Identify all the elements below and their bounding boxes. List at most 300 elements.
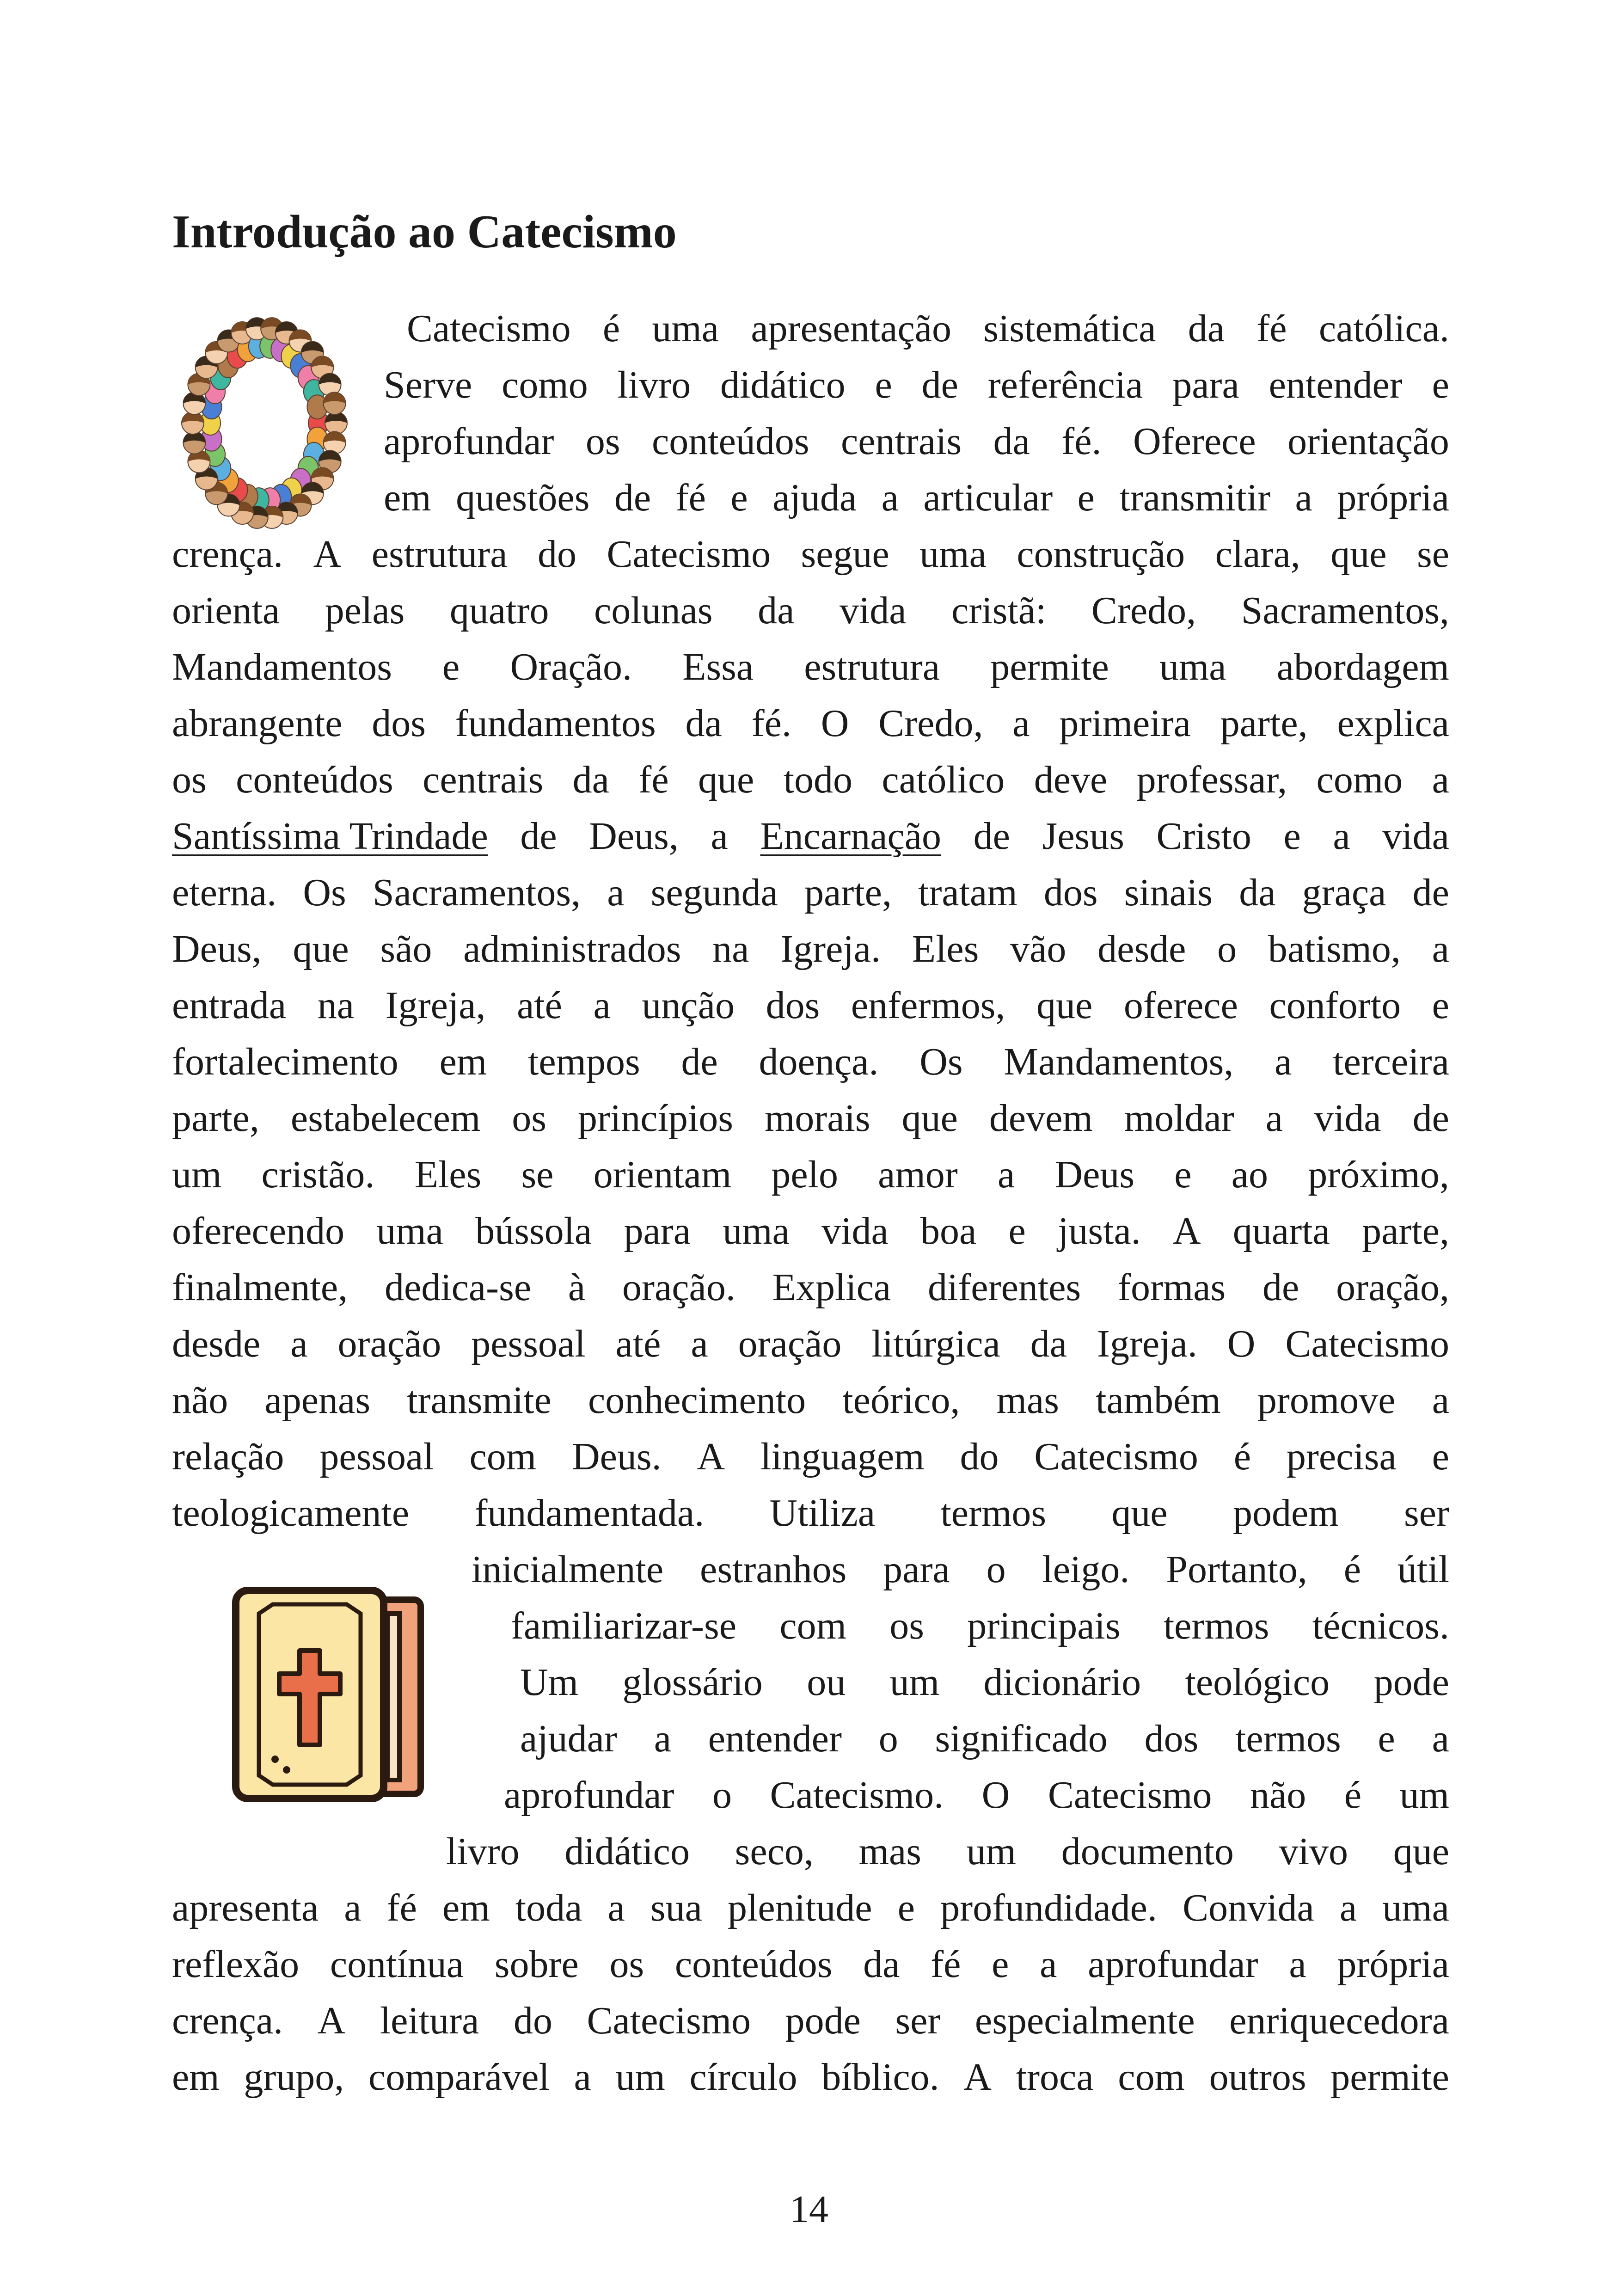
word: a [607, 871, 625, 914]
text-line [172, 2049, 1449, 2106]
text-line [172, 1993, 1449, 2049]
word: Utiliza [769, 1492, 876, 1535]
word: uma [1159, 645, 1226, 688]
word: permite [990, 645, 1109, 688]
page-number: 14 [790, 2188, 828, 2231]
word: é [1233, 1435, 1251, 1478]
word: bússola [475, 1209, 592, 1252]
text-line [172, 1429, 1449, 1485]
word: é [1343, 1548, 1361, 1591]
word: O [1227, 1322, 1256, 1365]
word: livro [446, 1830, 520, 1873]
word: terceira [1333, 1040, 1449, 1083]
word: a [290, 1322, 308, 1365]
word: que [901, 1097, 958, 1140]
word: técnicos. [1312, 1604, 1449, 1647]
word: em [172, 2056, 220, 2099]
word: da [1239, 871, 1276, 914]
word: uma [1382, 1886, 1449, 1929]
text-line [172, 583, 1449, 639]
word: e [1432, 1435, 1449, 1478]
word: um [966, 1830, 1016, 1873]
word: entender [1269, 363, 1403, 406]
word: primeira [1059, 702, 1191, 745]
word: fé [675, 476, 706, 519]
word: Deus. [571, 1435, 662, 1478]
word: diferentes [928, 1266, 1081, 1309]
word: fé [638, 758, 669, 801]
word: boa [920, 1209, 977, 1252]
word: plenitude [728, 1886, 872, 1929]
word: glossário [622, 1661, 763, 1704]
word: um [1399, 1774, 1449, 1817]
word: própria [1337, 476, 1449, 519]
word: oferecendo [172, 1209, 345, 1252]
word: para [624, 1209, 691, 1252]
word: Oração. [510, 645, 632, 688]
text-line [407, 301, 1449, 357]
word: próximo, [1308, 1153, 1449, 1196]
word: orientam [593, 1153, 732, 1196]
word: dos [372, 702, 426, 745]
word: explica [1337, 702, 1449, 745]
word: oferece [1123, 984, 1238, 1027]
underlined-term: Encarnação [760, 815, 942, 858]
word: entender [708, 1717, 842, 1760]
word: orienta [172, 589, 280, 632]
word: princípios [578, 1097, 733, 1140]
word: vida [1314, 1097, 1381, 1140]
word: a [1265, 1097, 1283, 1140]
word: relação [172, 1435, 284, 1478]
word: leigo. [1042, 1548, 1130, 1591]
word: devem [989, 1097, 1093, 1140]
word: na [712, 927, 749, 970]
word: um [172, 1153, 222, 1196]
word: conteúdos [236, 758, 393, 801]
word: em [442, 1886, 490, 1929]
word: permite [1330, 2056, 1449, 2099]
word: não [1250, 1774, 1306, 1817]
word: principais [967, 1604, 1121, 1647]
word: transmitir [1119, 476, 1271, 519]
word: termos [1235, 1717, 1341, 1760]
word: parte, [172, 1097, 259, 1140]
word: a [1289, 1943, 1306, 1986]
word: enriquecedora [1229, 1999, 1449, 2042]
word: fé [1256, 307, 1287, 350]
word: amor [878, 1153, 958, 1196]
word: grupo, [244, 2056, 344, 2099]
word: a [997, 1153, 1015, 1196]
word: conteúdos [652, 420, 809, 463]
word: estranhos [700, 1548, 847, 1591]
word: fé [931, 1943, 961, 1986]
word: a [1040, 1943, 1057, 1986]
word: comparável [368, 2056, 550, 2099]
word: toda [515, 1886, 582, 1929]
word: que [1330, 533, 1387, 576]
word: Catecismo [1034, 1435, 1198, 1478]
word: para [1172, 363, 1239, 406]
word: fundamentos [455, 702, 656, 745]
word: conhecimento [588, 1379, 806, 1422]
word: se [1417, 533, 1449, 576]
word: o [878, 1717, 898, 1760]
word: uma [652, 307, 719, 350]
word: que [1036, 984, 1093, 1027]
word: da [1188, 307, 1225, 350]
word: a [344, 1886, 362, 1929]
word: a [1432, 758, 1449, 801]
word: um [615, 2056, 665, 2099]
text-line [172, 752, 1449, 808]
word: vida [839, 589, 907, 632]
word: Credo, [1091, 589, 1196, 632]
word: sistemática [983, 307, 1156, 350]
word: Catecismo [587, 1999, 751, 2042]
word: dos [1043, 871, 1098, 914]
word: até [615, 1322, 661, 1365]
word: Convida [1183, 1886, 1314, 1929]
word: do [538, 533, 577, 576]
word: administrados [463, 927, 681, 970]
word: desde [172, 1322, 261, 1365]
word: litúrgica [871, 1322, 1000, 1365]
word: teórico, [842, 1379, 960, 1422]
text-line [511, 1598, 1449, 1654]
word: que [1393, 1830, 1449, 1873]
word: e [1008, 1209, 1026, 1252]
word: a [691, 1322, 708, 1365]
word: a [574, 2056, 591, 2099]
word: vida [821, 1209, 889, 1252]
word: fé [386, 1886, 417, 1929]
word: apresentação [751, 307, 952, 350]
word: da [685, 702, 722, 745]
word: leitura [380, 1999, 479, 2042]
word: da [572, 758, 609, 801]
text-line [172, 1485, 1449, 1541]
word: e [1174, 1153, 1192, 1196]
word: do [513, 1999, 552, 2042]
word: parte, [804, 871, 892, 914]
word: do [960, 1435, 999, 1478]
word: especialmente [974, 1999, 1195, 2042]
word: o [1217, 927, 1237, 970]
word: apenas [264, 1379, 371, 1422]
word: centrais [423, 758, 544, 801]
word: Catecismo [407, 307, 571, 350]
word: dicionário [983, 1661, 1141, 1704]
word: dedica-se [384, 1266, 532, 1309]
word: os [889, 1604, 924, 1647]
word: da [993, 420, 1030, 463]
word: documento [1061, 1830, 1234, 1873]
word: inicialmente [472, 1548, 664, 1591]
word: professar, [1136, 758, 1287, 801]
word: aprofundar [384, 420, 554, 463]
word: e [897, 1886, 915, 1929]
word: uma [723, 1209, 790, 1252]
word: mas [996, 1379, 1059, 1422]
word: A [697, 1435, 725, 1478]
word: seco, [735, 1830, 814, 1873]
text-line [172, 865, 1449, 921]
word: A [313, 533, 342, 576]
word: troca [1016, 2056, 1094, 2099]
page-title: Introdução ao Catecismo [172, 206, 677, 258]
word: ou [807, 1661, 846, 1704]
word: termos [1163, 1604, 1269, 1647]
word: com [779, 1604, 846, 1647]
word: graça [1302, 871, 1386, 914]
word: Catecismo [1285, 1322, 1449, 1365]
word: a [654, 1717, 671, 1760]
word: estrutura [371, 533, 508, 576]
word: e [1432, 363, 1449, 406]
word: podem [1233, 1492, 1339, 1535]
word: a [593, 984, 611, 1027]
word: Serve [384, 363, 472, 406]
word: pelo [771, 1153, 838, 1196]
word: vida [1382, 815, 1449, 858]
word: a [1333, 815, 1350, 858]
word: da [863, 1943, 900, 1986]
word: ser [895, 1999, 941, 2042]
word: bíblico. [821, 2056, 939, 2099]
word: Sacramentos, [372, 871, 581, 914]
text-line [172, 1034, 1449, 1090]
word: a [1295, 476, 1312, 519]
word: de [1263, 1266, 1299, 1309]
word: sobre [494, 1943, 579, 1986]
text-line [384, 357, 1449, 413]
word: conforto [1269, 984, 1401, 1027]
word: Os [303, 871, 346, 914]
word: questões [456, 476, 590, 519]
word: Deus, [589, 815, 679, 858]
word: segue [801, 533, 889, 576]
word: mas [858, 1830, 921, 1873]
word: útil [1397, 1548, 1449, 1591]
word: O [981, 1774, 1010, 1817]
word: crença. [172, 533, 283, 576]
word: que [293, 927, 349, 970]
word: teológico [1185, 1661, 1330, 1704]
word: Oferece [1133, 420, 1256, 463]
word: Eles [912, 927, 979, 970]
text-line [172, 1147, 1449, 1203]
word: oração [738, 1322, 842, 1365]
word: os [609, 1943, 644, 1986]
word: de [973, 815, 1010, 858]
word: parte, [1220, 702, 1308, 745]
word: Essa [682, 645, 754, 688]
word: morais [764, 1097, 870, 1140]
word: de [520, 815, 557, 858]
word: tempos [528, 1040, 640, 1083]
word: que [1111, 1492, 1168, 1535]
word: vivo [1279, 1830, 1348, 1873]
word: linguagem [760, 1435, 925, 1478]
word: moldar [1124, 1097, 1234, 1140]
word: uma [376, 1209, 443, 1252]
word: um [889, 1661, 940, 1704]
word: com [1118, 2056, 1185, 2099]
word: pelas [325, 589, 405, 632]
word: católico [882, 758, 1005, 801]
word: segunda [650, 871, 778, 914]
word: de [1412, 1097, 1449, 1140]
word: construção [1017, 533, 1185, 576]
drop-cap-o-children-circle-icon [167, 303, 362, 543]
word: e [992, 1943, 1009, 1986]
word: própria [1337, 1943, 1449, 1986]
word: sinais [1124, 871, 1213, 914]
word: orientação [1287, 420, 1449, 463]
text-line [384, 470, 1449, 526]
word: em [384, 476, 431, 519]
word: Deus, [172, 927, 262, 970]
word: Sacramentos, [1241, 589, 1449, 632]
word: A [1173, 1209, 1201, 1252]
word: Catecismo. [770, 1774, 944, 1817]
text-line [520, 1654, 1449, 1711]
word: fundamentada. [474, 1492, 705, 1535]
word: parte, [1362, 1209, 1449, 1252]
word: teologicamente [172, 1492, 410, 1535]
text-line [172, 1090, 1449, 1147]
word: abordagem [1276, 645, 1449, 688]
word: contínua [330, 1943, 464, 1986]
word: quarta [1232, 1209, 1330, 1252]
word: pode [1373, 1661, 1449, 1704]
word: conteúdos [674, 1943, 833, 1986]
word: finalmente, [172, 1266, 348, 1309]
word: enfermos, [851, 984, 1005, 1027]
word: formas [1117, 1266, 1226, 1309]
word: da [1030, 1322, 1067, 1365]
text-line [504, 1767, 1449, 1823]
word: para [883, 1548, 950, 1591]
word: centrais [841, 420, 962, 463]
word: aprofundar [504, 1774, 674, 1817]
word: Um [520, 1661, 578, 1704]
word: todo [783, 758, 853, 801]
word: e [875, 363, 892, 406]
word: Explica [772, 1266, 891, 1309]
word: pode [785, 1999, 861, 2042]
word: a [1339, 1886, 1357, 1929]
word: estrutura [804, 645, 940, 688]
text-line [172, 808, 1449, 865]
text-line [172, 1880, 1449, 1936]
word: ser [1404, 1492, 1449, 1535]
text-line [172, 526, 1449, 583]
word: A [963, 2056, 992, 2099]
text-line [172, 1203, 1449, 1259]
word: didático [564, 1830, 690, 1873]
word: se [521, 1153, 554, 1196]
word: Os [919, 1040, 963, 1083]
word: pessoal [319, 1435, 434, 1478]
word: também [1096, 1379, 1221, 1422]
word: referência [987, 363, 1143, 406]
word: Jesus [1042, 815, 1124, 858]
word: uma [919, 533, 987, 576]
word: de [921, 363, 958, 406]
word: tratam [918, 871, 1017, 914]
word: e [1378, 1717, 1395, 1760]
word: de [1412, 871, 1449, 914]
word: familiarizar-se [511, 1604, 737, 1647]
word: cristã: [951, 589, 1047, 632]
word: crença. [172, 1999, 283, 2042]
word: fortalecimento [172, 1040, 398, 1083]
word: a [1275, 1040, 1292, 1083]
word: ajuda [772, 476, 857, 519]
word: Portanto, [1166, 1548, 1307, 1591]
word: o [986, 1548, 1006, 1591]
word: e [1432, 984, 1449, 1027]
word: a [1432, 927, 1449, 970]
word: precisa [1286, 1435, 1397, 1478]
word: com [469, 1435, 537, 1478]
text-line [384, 413, 1449, 470]
word: promove [1257, 1379, 1396, 1422]
word: Igreja. [1097, 1322, 1197, 1365]
word: termos [940, 1492, 1047, 1535]
word: Mandamentos [172, 645, 392, 688]
word: sua [650, 1886, 702, 1929]
word: Igreja, [385, 984, 486, 1027]
word: e [1077, 476, 1095, 519]
word: articular [923, 476, 1053, 519]
word: cristão. [261, 1153, 375, 1196]
word: Deus [1054, 1153, 1135, 1196]
word: e [1283, 815, 1301, 858]
word: a [711, 815, 728, 858]
text-line [446, 1823, 1449, 1880]
word: clara, [1215, 533, 1300, 576]
word: a [881, 476, 899, 519]
word: oração [337, 1322, 441, 1365]
word: estabelecem [290, 1097, 481, 1140]
text-line [172, 1259, 1449, 1316]
text-line [172, 695, 1449, 752]
word: vão [1010, 927, 1066, 970]
word: como [502, 363, 588, 406]
word: Mandamentos, [1004, 1040, 1234, 1083]
word: outros [1209, 2056, 1306, 2099]
word: católica. [1318, 307, 1449, 350]
word: que [698, 758, 754, 801]
text-line [172, 1936, 1449, 1993]
word: desde [1097, 927, 1186, 970]
word: e [442, 645, 460, 688]
word: são [380, 927, 432, 970]
word: didático [720, 363, 846, 406]
text-line [172, 921, 1449, 977]
word: Credo, [878, 702, 983, 745]
word: oração, [1336, 1266, 1449, 1309]
word: Catecismo [607, 533, 771, 576]
word: é [602, 307, 620, 350]
word: reflexão [172, 1943, 300, 1986]
word: de [614, 476, 651, 519]
word: não [172, 1379, 228, 1422]
